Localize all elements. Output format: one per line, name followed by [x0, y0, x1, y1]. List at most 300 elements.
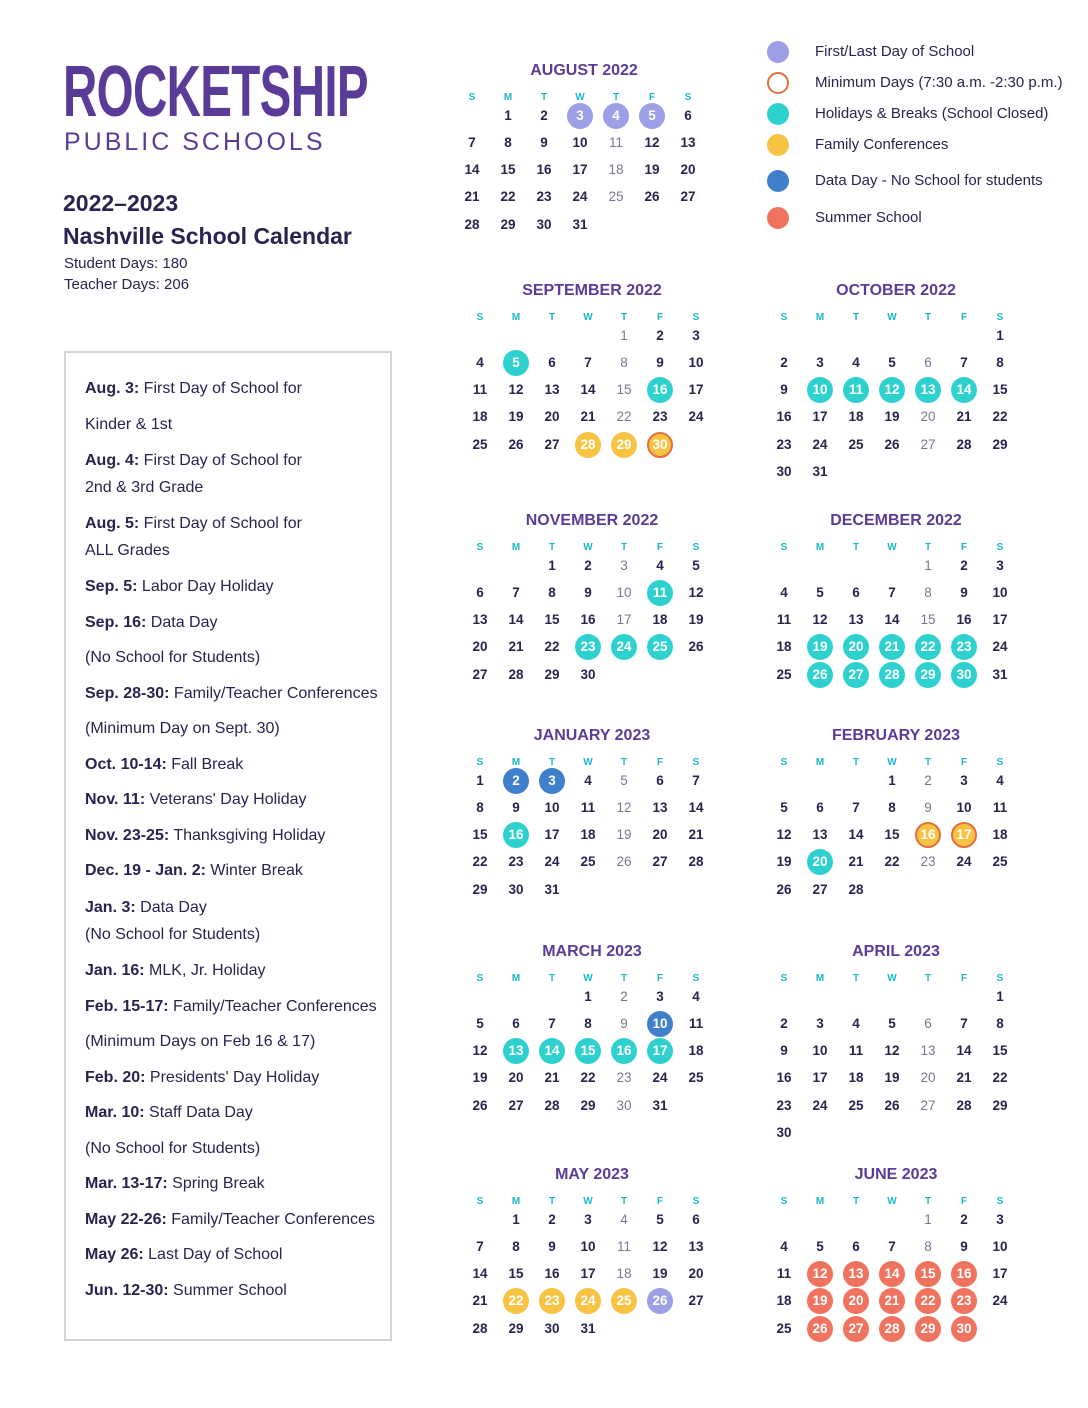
calendar-day: 21 [956, 409, 972, 424]
calendar-day: 21 [464, 189, 480, 204]
weekday-label: M [815, 312, 825, 323]
event-text: (No School for Students) [85, 649, 261, 666]
calendar-day: 26 [647, 1288, 673, 1314]
calendar-day: 29 [992, 1098, 1008, 1113]
event-date: Sep. 28-30: [85, 685, 170, 702]
calendar-day: 18 [608, 162, 624, 177]
calendar-day: 30 [580, 667, 596, 682]
calendar-day: 1 [548, 558, 556, 573]
calendar-day: 10 [580, 1239, 596, 1254]
calendar-day: 12 [812, 612, 828, 627]
weekday-label: S [692, 757, 700, 768]
month-title: SEPTEMBER 2022 [522, 282, 662, 299]
weekday-label: S [996, 973, 1004, 984]
month-calendar [466, 727, 718, 927]
calendar-day: 24 [992, 1293, 1008, 1308]
calendar-day: 2 [924, 773, 932, 788]
calendar-day: 3 [620, 558, 628, 573]
calendar-day: 23 [539, 1288, 565, 1314]
calendar-day: 20 [680, 162, 696, 177]
legend-swatch-icon [767, 103, 789, 125]
legend-swatch-icon [767, 207, 789, 229]
calendar-day: 26 [776, 882, 792, 897]
event-date: Mar. 13-17: [85, 1175, 168, 1192]
calendar-day: 23 [951, 1288, 977, 1314]
legend-swatch-icon [767, 41, 789, 63]
calendar-day: 6 [852, 585, 860, 600]
calendar-day: 17 [580, 1266, 596, 1281]
calendar-day: 17 [992, 1266, 1008, 1281]
calendar-day: 30 [776, 464, 792, 479]
calendar-day: 10 [544, 800, 560, 815]
weekday-label: S [996, 312, 1004, 323]
calendar-day: 7 [584, 355, 592, 370]
weekday-label: F [656, 542, 664, 553]
legend-label: Data Day - No School for students [815, 172, 1043, 189]
calendar-day: 22 [616, 409, 632, 424]
calendar-day: 13 [812, 827, 828, 842]
calendar-day: 27 [680, 189, 696, 204]
calendar-day: 17 [992, 612, 1008, 627]
calendar-day: 9 [960, 1239, 968, 1254]
calendar-day: 7 [888, 585, 896, 600]
calendar-day: 19 [688, 612, 704, 627]
calendar-day: 14 [464, 162, 480, 177]
calendar-day: 22 [503, 1288, 529, 1314]
legend-label: Minimum Days (7:30 a.m. -2:30 p.m.) [815, 74, 1063, 91]
calendar-day: 8 [504, 135, 512, 150]
calendar-day: 14 [951, 377, 977, 403]
calendar-day: 21 [544, 1070, 560, 1085]
calendar-day: 15 [920, 612, 936, 627]
weekday-label: T [548, 312, 556, 323]
event-line [85, 827, 325, 845]
logo-rocketship: ROCKETSHIP [63, 52, 368, 132]
weekday-label: M [511, 542, 521, 553]
calendar-day: 12 [652, 1239, 668, 1254]
weekday-label: M [815, 1196, 825, 1207]
calendar-day: 28 [688, 854, 704, 869]
calendar-day: 6 [692, 1212, 700, 1227]
calendar-day: 26 [807, 1316, 833, 1342]
event-line [85, 1140, 260, 1158]
weekday-label: T [852, 312, 860, 323]
calendar-day: 20 [472, 639, 488, 654]
event-line [85, 962, 266, 980]
calendar-day: 22 [884, 854, 900, 869]
weekday-label: S [780, 312, 788, 323]
calendar-day: 9 [924, 800, 932, 815]
calendar-day: 27 [843, 662, 869, 688]
calendar-day: 30 [616, 1098, 632, 1113]
calendar-day: 1 [584, 989, 592, 1004]
calendar-day: 3 [816, 355, 824, 370]
calendar-day: 16 [915, 822, 941, 848]
calendar-day: 13 [544, 382, 560, 397]
calendar-day: 6 [924, 1016, 932, 1031]
calendar-day: 12 [807, 1261, 833, 1287]
calendar-day: 16 [647, 377, 673, 403]
weekday-label: T [620, 973, 628, 984]
calendar-day: 9 [620, 1016, 628, 1031]
calendar-day: 19 [616, 827, 632, 842]
event-text: First Day of School for [139, 452, 302, 469]
calendar-day: 15 [616, 382, 632, 397]
calendar-day: 7 [476, 1239, 484, 1254]
calendar-day: 13 [920, 1043, 936, 1058]
event-line [85, 1033, 315, 1051]
calendar-day: 13 [472, 612, 488, 627]
calendar-day: 25 [611, 1288, 637, 1314]
calendar-day: 31 [580, 1321, 596, 1336]
event-line [85, 452, 302, 470]
calendar-day: 29 [915, 1316, 941, 1342]
calendar-day: 16 [544, 1266, 560, 1281]
event-line [85, 1069, 319, 1087]
calendar-day: 6 [548, 355, 556, 370]
calendar-day: 3 [996, 558, 1004, 573]
event-date: Sep. 16: [85, 614, 147, 631]
month-title: OCTOBER 2022 [836, 282, 956, 299]
calendar-day: 21 [956, 1070, 972, 1085]
event-text: MLK, Jr. Holiday [144, 962, 266, 979]
calendar-day: 18 [472, 409, 488, 424]
weekday-label: T [852, 1196, 860, 1207]
calendar-day: 1 [504, 108, 512, 123]
event-date: May 26: [85, 1246, 144, 1263]
calendar-day: 20 [920, 1070, 936, 1085]
calendar-day: 10 [807, 377, 833, 403]
calendar-day: 23 [508, 854, 524, 869]
legend-swatch-icon [767, 72, 789, 94]
calendar-day: 29 [580, 1098, 596, 1113]
calendar-day: 7 [692, 773, 700, 788]
calendar-day: 7 [960, 355, 968, 370]
calendar-day: 11 [688, 1016, 704, 1031]
calendar-day: 11 [776, 612, 792, 627]
weekday-label: F [656, 757, 664, 768]
event-text: Family/Teacher Conferences [169, 685, 378, 702]
calendar-day: 4 [620, 1212, 628, 1227]
calendar-day: 9 [584, 585, 592, 600]
weekday-label: W [887, 542, 897, 553]
calendar-day: 18 [848, 409, 864, 424]
calendar-day: 1 [924, 558, 932, 573]
calendar-day: 19 [884, 409, 900, 424]
calendar-day: 19 [644, 162, 660, 177]
calendar-day: 14 [879, 1261, 905, 1287]
calendar-day: 7 [468, 135, 476, 150]
calendar-day: 4 [603, 103, 629, 129]
month-calendar [466, 282, 718, 482]
event-text: First Day of School for [139, 515, 302, 532]
calendar-day: 16 [956, 612, 972, 627]
event-line [85, 926, 260, 944]
calendar-day: 16 [536, 162, 552, 177]
event-text: Labor Day Holiday [137, 578, 274, 595]
calendar-day: 15 [575, 1038, 601, 1064]
calendar-day: 4 [996, 773, 1004, 788]
calendar-day: 24 [992, 639, 1008, 654]
calendar-day: 27 [812, 882, 828, 897]
calendar-day: 19 [807, 634, 833, 660]
calendar-day: 18 [616, 1266, 632, 1281]
month-title: JUNE 2023 [854, 1166, 938, 1183]
calendar-day: 8 [924, 1239, 932, 1254]
calendar-day: 24 [572, 189, 588, 204]
weekday-label: M [511, 312, 521, 323]
calendar-day: 12 [879, 377, 905, 403]
calendar-day: 8 [548, 585, 556, 600]
month-calendar [770, 943, 1022, 1143]
event-line [85, 791, 307, 809]
event-date: Feb. 15-17: [85, 998, 169, 1015]
calendar-day: 29 [544, 667, 560, 682]
calendar-day: 7 [888, 1239, 896, 1254]
calendar-day: 11 [616, 1239, 631, 1254]
calendar-day: 24 [956, 854, 972, 869]
event-line [85, 380, 302, 398]
calendar-day: 19 [652, 1266, 668, 1281]
event-text: ALL Grades [85, 542, 170, 559]
calendar-day: 23 [776, 437, 792, 452]
legend-swatch-icon [767, 170, 789, 192]
calendar-day: 28 [848, 882, 864, 897]
calendar-day: 25 [608, 189, 624, 204]
calendar-year: 2022–2023 [63, 190, 179, 216]
calendar-day: 31 [572, 217, 588, 232]
weekday-label: S [476, 1196, 484, 1207]
calendar-day: 20 [544, 409, 560, 424]
weekday-label: F [960, 757, 968, 768]
event-text: Last Day of School [143, 1246, 283, 1263]
weekday-label: S [692, 973, 700, 984]
weekday-label: M [503, 92, 513, 103]
calendar-day: 27 [920, 1098, 936, 1113]
calendar-day: 19 [807, 1288, 833, 1314]
calendar-day: 3 [656, 989, 664, 1004]
calendar-day: 27 [652, 854, 668, 869]
legend-swatch-icon [767, 134, 789, 156]
calendar-day: 23 [575, 634, 601, 660]
calendar-day: 6 [684, 108, 692, 123]
calendar-day: 19 [776, 854, 792, 869]
calendar-day: 27 [843, 1316, 869, 1342]
calendar-day: 24 [652, 1070, 668, 1085]
weekday-label: M [815, 757, 825, 768]
weekday-label: W [583, 542, 593, 553]
calendar-day: 12 [884, 1043, 900, 1058]
event-text: Veterans' Day Holiday [145, 791, 307, 808]
calendar-day: 27 [472, 667, 488, 682]
event-line [85, 649, 260, 667]
event-date: Sep. 5: [85, 578, 138, 595]
calendar-day: 26 [807, 662, 833, 688]
calendar-day: 11 [843, 377, 869, 403]
calendar-day: 15 [992, 1043, 1008, 1058]
weekday-label: T [620, 312, 628, 323]
calendar-day: 17 [951, 822, 977, 848]
calendar-day: 11 [608, 135, 623, 150]
weekday-label: W [583, 1196, 593, 1207]
event-line [85, 614, 218, 632]
weekday-label: W [887, 973, 897, 984]
weekday-label: T [620, 542, 628, 553]
event-line [85, 1175, 265, 1193]
month-title: AUGUST 2022 [530, 62, 638, 79]
calendar-day: 22 [992, 409, 1008, 424]
teacher-days: Teacher Days: 206 [64, 276, 190, 293]
calendar-day: 21 [508, 639, 524, 654]
event-line [85, 515, 302, 533]
calendar-day: 26 [508, 437, 524, 452]
weekday-label: F [960, 973, 968, 984]
weekday-label: M [511, 1196, 521, 1207]
calendar-day: 8 [476, 800, 484, 815]
calendar-day: 5 [656, 1212, 664, 1227]
calendar-day: 15 [508, 1266, 524, 1281]
event-line [85, 756, 243, 774]
calendar-day: 23 [536, 189, 552, 204]
calendar-day: 30 [647, 432, 673, 458]
weekday-label: T [548, 542, 556, 553]
event-text: Fall Break [166, 756, 244, 773]
calendar-day: 22 [915, 1288, 941, 1314]
legend-label: Family Conferences [815, 136, 949, 153]
calendar-day: 5 [816, 1239, 824, 1254]
event-text: Summer School [168, 1282, 287, 1299]
calendar-day: 21 [848, 854, 864, 869]
event-line [85, 578, 274, 596]
calendar-day: 20 [920, 409, 936, 424]
calendar-day: 4 [852, 1016, 860, 1031]
weekday-label: T [924, 973, 932, 984]
calendar-day: 5 [780, 800, 788, 815]
calendar-day: 14 [688, 800, 704, 815]
weekday-label: F [960, 1196, 968, 1207]
weekday-label: S [468, 92, 476, 103]
weekday-label: S [476, 973, 484, 984]
calendar-day: 31 [812, 464, 828, 479]
weekday-label: M [511, 973, 521, 984]
calendar-day: 25 [472, 437, 488, 452]
calendar-day: 22 [472, 854, 488, 869]
calendar-day: 9 [780, 382, 788, 397]
calendar-day: 17 [544, 827, 560, 842]
calendar-day: 29 [611, 432, 637, 458]
calendar-day: 23 [920, 854, 936, 869]
calendar-day: 4 [584, 773, 592, 788]
event-line [85, 1246, 282, 1264]
weekday-label: T [548, 1196, 556, 1207]
month-calendar [466, 943, 718, 1143]
calendar-day: 11 [776, 1266, 792, 1281]
calendar-day: 15 [544, 612, 560, 627]
calendar-day: 29 [915, 662, 941, 688]
calendar-day: 19 [508, 409, 524, 424]
calendar-day: 1 [996, 989, 1004, 1004]
month-calendar [770, 727, 1022, 927]
calendar-day: 20 [843, 1288, 869, 1314]
student-days: Student Days: 180 [64, 255, 188, 272]
calendar-day: 14 [508, 612, 524, 627]
calendar-day: 12 [508, 382, 524, 397]
weekday-label: S [996, 542, 1004, 553]
calendar-day: 28 [575, 432, 601, 458]
calendar-day: 13 [915, 377, 941, 403]
event-line [85, 862, 303, 880]
weekday-label: S [780, 1196, 788, 1207]
calendar-day: 5 [639, 103, 665, 129]
weekday-label: W [887, 757, 897, 768]
event-text: Family/Teacher Conferences [168, 998, 377, 1015]
calendar-day: 9 [548, 1239, 556, 1254]
event-text: First Day of School for [139, 380, 302, 397]
calendar-day: 20 [652, 827, 668, 842]
calendar-day: 18 [776, 639, 792, 654]
weekday-label: S [684, 92, 692, 103]
calendar-day: 3 [960, 773, 968, 788]
calendar-day: 22 [500, 189, 516, 204]
calendar-day: 21 [879, 1288, 905, 1314]
weekday-label: W [583, 312, 593, 323]
weekday-label: T [924, 312, 932, 323]
calendar-day: 21 [472, 1293, 488, 1308]
event-date: Mar. 10: [85, 1104, 145, 1121]
event-date: Jan. 16: [85, 962, 145, 979]
calendar-day: 2 [540, 108, 548, 123]
calendar-day: 6 [656, 773, 664, 788]
calendar-day: 5 [888, 1016, 896, 1031]
calendar-day: 15 [992, 382, 1008, 397]
calendar-day: 5 [692, 558, 700, 573]
calendar-day: 1 [996, 328, 1004, 343]
weekday-label: T [612, 92, 620, 103]
month-calendar [466, 512, 718, 712]
calendar-day: 5 [503, 350, 529, 376]
calendar-day: 12 [776, 827, 792, 842]
calendar-day: 2 [503, 768, 529, 794]
event-line [85, 998, 377, 1016]
event-line [85, 1104, 253, 1122]
calendar-day: 27 [544, 437, 560, 452]
calendar-day: 20 [688, 1266, 704, 1281]
calendar-day: 4 [692, 989, 700, 1004]
calendar-day: 4 [656, 558, 664, 573]
calendar-day: 12 [688, 585, 704, 600]
calendar-day: 26 [472, 1098, 488, 1113]
calendar-day: 3 [816, 1016, 824, 1031]
event-date: Aug. 5: [85, 515, 140, 532]
calendar-day: 22 [992, 1070, 1008, 1085]
calendar-day: 25 [776, 667, 792, 682]
weekday-label: T [924, 1196, 932, 1207]
month-calendar [770, 512, 1022, 712]
event-text: Kinder & 1st [85, 416, 173, 433]
event-text: 2nd & 3rd Grade [85, 479, 204, 496]
calendar-day: 10 [992, 1239, 1008, 1254]
event-date: Jun. 12-30: [85, 1282, 169, 1299]
calendar-day: 22 [915, 634, 941, 660]
calendar-day: 30 [508, 882, 524, 897]
weekday-label: T [852, 757, 860, 768]
weekday-label: T [548, 973, 556, 984]
calendar-day: 5 [476, 1016, 484, 1031]
calendar-day: 25 [647, 634, 673, 660]
calendar-day: 16 [503, 822, 529, 848]
event-line [85, 1282, 287, 1300]
calendar-day: 8 [924, 585, 932, 600]
